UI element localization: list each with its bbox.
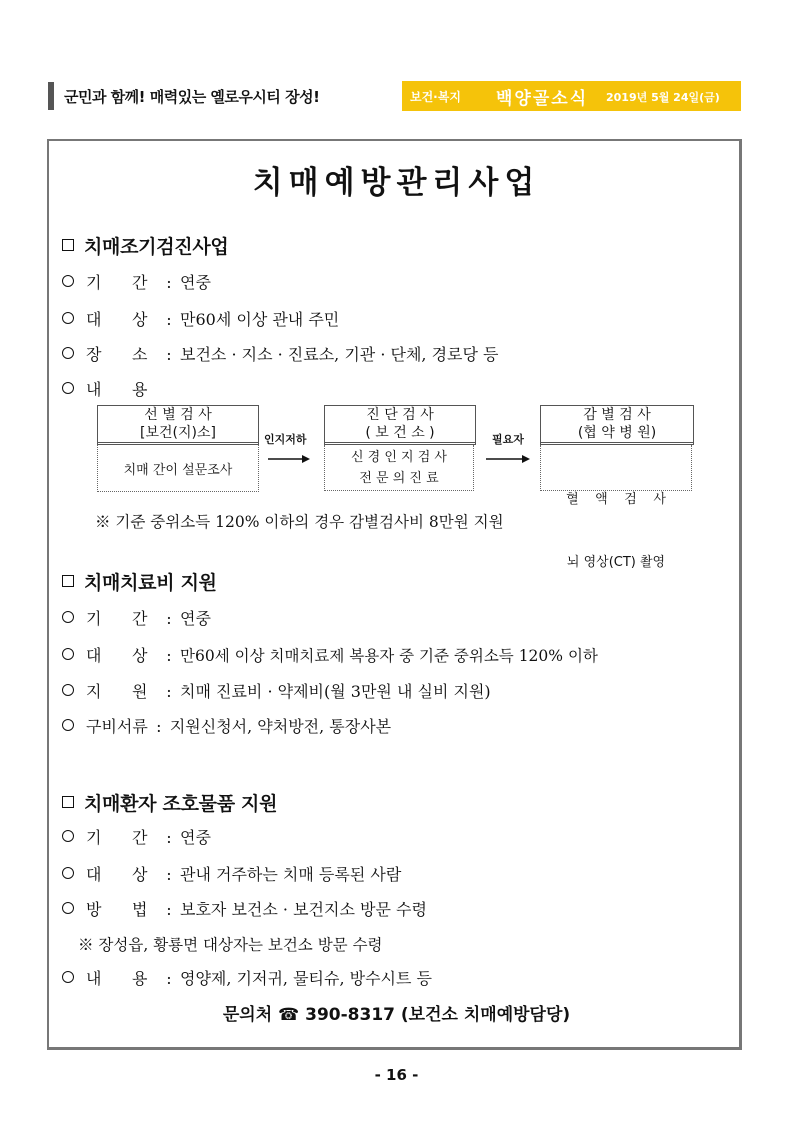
note: ※ 기준 중위소득 120% 이하의 경우 감별검사비 8만원 지원 (95, 513, 504, 531)
flow-step-title: 감 별 검 사 (541, 406, 693, 425)
item-label: 장 소 (86, 345, 148, 364)
flow-step-sub: (협 약 병 원) (541, 424, 693, 443)
flow-step-desc: 전 문 의 진 료 (359, 471, 439, 486)
circle-bullet-icon (62, 275, 74, 287)
item-value: 만60세 이상 관내 주민 (180, 310, 340, 329)
circle-bullet-icon (62, 648, 74, 660)
item-label: 대 상 (86, 865, 148, 884)
flow-step-desc: 신 경 인 지 검 사 (350, 450, 447, 465)
list-item: 대 상 : 관내 거주하는 치매 등록된 사람 (62, 862, 401, 885)
item-label: 지 원 (86, 682, 148, 701)
circle-bullet-icon (62, 347, 74, 359)
item-value: 영양제, 기저귀, 물티슈, 방수시트 등 (180, 969, 432, 988)
list-item (62, 377, 158, 400)
flow-step-diagnosis (324, 405, 476, 426)
flow-arrow-label: 인지저하 (264, 433, 307, 446)
item-value: 연중 (180, 273, 211, 292)
section-heading-text: 치매조기검진사업 (84, 236, 229, 258)
circle-bullet-icon (62, 719, 74, 731)
item-value: 지원신청서, 약처방전, 통장사본 (169, 717, 392, 736)
list-item: 장 소 : 보건소 · 지소 · 진료소, 기관 · 단체, 경로당 등 (62, 342, 499, 365)
flow-step-desc: 뇌 영상(CT) 촬영 (566, 555, 666, 570)
list-item: 대 상 : 만60세 이상 치매치료제 복용자 중 기준 중위소득 120% 이하 (62, 643, 598, 666)
flow-step-sub-box (324, 424, 476, 445)
flow-step-desc-box (540, 445, 692, 570)
list-item: 지 원 : 치매 진료비 · 약제비(월 3만원 내 실비 지원) (62, 679, 491, 702)
circle-bullet-icon (62, 867, 74, 879)
flow-step-screening (97, 405, 259, 426)
contact-info: 문의처 ☎ 390-8317 (보건소 치매예방담당) (222, 1005, 571, 1025)
item-label: 대 상 (86, 310, 148, 329)
right-arrow-icon (268, 454, 310, 464)
list-item: 기 간 : 연중 (62, 270, 211, 293)
flow-step-sub: ( 보 건 소 ) (325, 424, 475, 443)
header-accent-bar (48, 82, 54, 110)
flow-arrow-label: 필요자 (492, 433, 524, 446)
list-item: 기 간 : 연중 (62, 825, 211, 848)
section-heading (62, 232, 228, 259)
flow-step-desc-box (324, 445, 474, 491)
flow-step-desc: 혈 액 검 사 (566, 492, 666, 507)
header-newsletter-name: 백양골소식 (496, 89, 589, 109)
item-label: 내 용 (86, 969, 148, 988)
circle-bullet-icon (62, 382, 74, 394)
flow-step-differential (540, 405, 694, 426)
list-item: 구비서류 : 지원신청서, 약처방전, 통장사본 (62, 714, 391, 737)
circle-bullet-icon (62, 830, 74, 842)
section-heading (62, 789, 277, 816)
list-item: 방 법 : 보호자 보건소 · 보건지소 방문 수령 (62, 897, 427, 920)
item-value: 관내 거주하는 치매 등록된 사람 (180, 865, 402, 884)
section-heading (62, 568, 217, 595)
flow-step-title: 선 별 검 사 (98, 406, 258, 425)
header-slogan: 군민과 함께! 매력있는 옐로우시티 장성! (64, 88, 320, 106)
list-item: 기 간 : 연중 (62, 606, 211, 629)
list-item: 내 용 : 영양제, 기저귀, 물티슈, 방수시트 등 (62, 966, 432, 989)
item-value: 연중 (180, 828, 211, 847)
page-title: 치매예방관리사업 (252, 165, 541, 201)
circle-bullet-icon (62, 971, 74, 983)
flow-step-desc: 치매 간이 설문조사 (123, 462, 233, 478)
note: ※ 장성읍, 황룡면 대상자는 보건소 방문 수령 (78, 936, 383, 954)
item-label: 대 상 (86, 646, 148, 665)
flow-step-desc-box (97, 445, 259, 492)
checkbox-square-icon (62, 575, 74, 587)
item-value: 보호자 보건소 · 보건지소 방문 수령 (180, 900, 427, 919)
item-label: 구비서류 (86, 717, 148, 736)
header-date: 2019년 5월 24일(금) (606, 91, 720, 104)
item-label: 기 간 (86, 828, 148, 847)
checkbox-square-icon (62, 796, 74, 808)
item-value: 연중 (180, 609, 211, 628)
flow-step-sub-box (97, 424, 259, 445)
right-arrow-icon (486, 454, 530, 464)
page-number: - 16 - (374, 1066, 419, 1084)
flow-step-sub-box (540, 424, 694, 445)
item-label: 기 간 (86, 273, 148, 292)
flow-step-title: 진 단 검 사 (325, 406, 475, 425)
flow-step-sub: [보건(지)소] (98, 424, 258, 443)
item-label: 방 법 (86, 900, 148, 919)
item-value: 만60세 이상 치매치료제 복용자 중 기준 중위소득 120% 이하 (180, 647, 598, 665)
circle-bullet-icon (62, 312, 74, 324)
section-heading-text: 치매치료비 지원 (84, 572, 217, 594)
header-category: 보건·복지 (410, 90, 461, 104)
list-item: 대 상 : 만60세 이상 관내 주민 (62, 307, 339, 330)
circle-bullet-icon (62, 902, 74, 914)
item-value: 치매 진료비 · 약제비(월 3만원 내 실비 지원) (180, 682, 491, 701)
section-heading-text: 치매환자 조호물품 지원 (84, 793, 278, 815)
item-label: 내 용 (86, 380, 148, 399)
circle-bullet-icon (62, 611, 74, 623)
item-label: 기 간 (86, 609, 148, 628)
checkbox-square-icon (62, 239, 74, 251)
circle-bullet-icon (62, 684, 74, 696)
item-value: 보건소 · 지소 · 진료소, 기관 · 단체, 경로당 등 (180, 345, 499, 364)
